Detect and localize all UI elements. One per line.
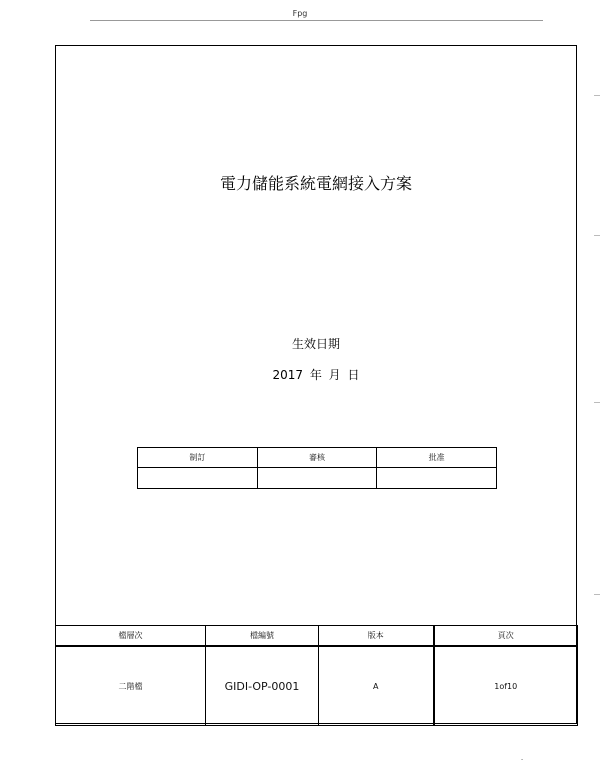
document-meta-table <box>55 625 578 726</box>
signature-table <box>137 447 497 489</box>
meta-value-level: 二階檔 <box>56 646 206 726</box>
document-title: 電力儲能系統電網接入方案 <box>219 174 412 193</box>
meta-value-version: A <box>319 646 434 726</box>
meta-header-page: 頁次 <box>434 626 578 647</box>
sign-cell-approve <box>377 468 497 489</box>
side-scan-mark <box>594 594 600 595</box>
sign-header-review: 審核 <box>257 448 377 468</box>
meta-value-page: 1of10 <box>434 646 578 726</box>
page-header-text: Fpg <box>292 9 308 18</box>
meta-header-number: 檔編號 <box>206 626 319 647</box>
document-frame <box>55 45 577 724</box>
sign-cell-review <box>257 468 377 489</box>
header-rule <box>90 20 543 21</box>
side-scan-mark <box>594 95 600 96</box>
effective-date-label: 生效日期 <box>291 337 340 351</box>
sign-cell-draft <box>138 468 258 489</box>
sign-header-draft: 制訂 <box>138 448 258 468</box>
sign-header-approve: 批准 <box>377 448 497 468</box>
effective-date-value: 2017 年 月 日 <box>272 368 360 382</box>
meta-header-version: 版本 <box>319 626 434 647</box>
side-scan-mark <box>594 235 600 236</box>
meta-value-number: GIDI-OP-0001 <box>206 646 319 726</box>
footer-mark: - <box>521 756 524 763</box>
side-scan-mark <box>594 402 600 403</box>
meta-header-level: 檔層次 <box>56 626 206 647</box>
